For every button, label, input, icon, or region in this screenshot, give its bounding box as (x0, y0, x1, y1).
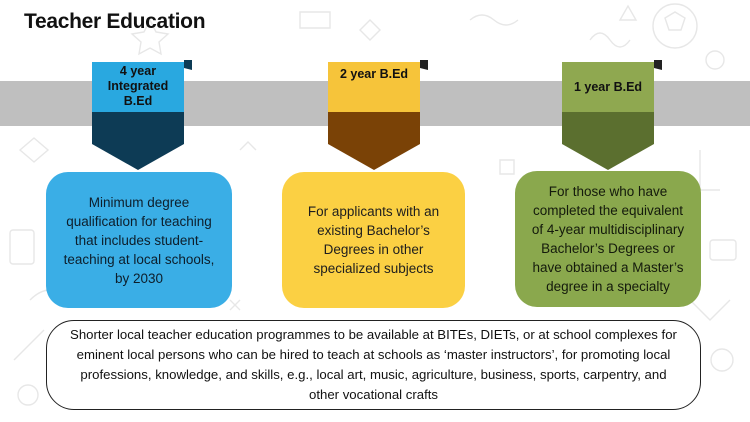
triangle-doodle (620, 6, 636, 20)
pathway-1-year-card: For those who have completed the equivalent of 4-year multidisciplinary Bachelor’s Degrees or have obtained a Master’s degree in a specialty (515, 171, 701, 307)
pathway-4-year-card: Minimum degree qualification for teaching that includes student-teaching at local schools, by 2030 (46, 172, 232, 308)
pathway-2-year-card: For applicants with an existing Bachelor’s Degrees in other specialized subjects (282, 172, 465, 308)
book-doodle (10, 230, 34, 264)
pathway-2-year-label: 2 year B.Ed (339, 67, 409, 81)
soccer-ball-icon (653, 4, 697, 48)
page-title: Teacher Education (24, 10, 206, 33)
diamond-doodle (20, 138, 48, 162)
pathway-1-year-label: 1 year B.Ed (573, 80, 643, 94)
pathway-4-year-banner (92, 60, 184, 170)
pathway-2-year-banner (328, 60, 420, 170)
pathway-4-year-label: 4 year Integrated B.Ed (107, 64, 169, 108)
pathway-1-year-banner (562, 60, 654, 170)
banner-shape (562, 60, 654, 170)
shorter-programmes-note: Shorter local teacher education programmes to be available at BITEs, DIETs, or at school complexes for eminent local persons who can be hired to teach at schools as ‘master instructors’, for promoting local professions, knowledge, and skills, e.g., local art, music, agriculture, business, sports, carpentry, and other vocational crafts (46, 320, 701, 410)
